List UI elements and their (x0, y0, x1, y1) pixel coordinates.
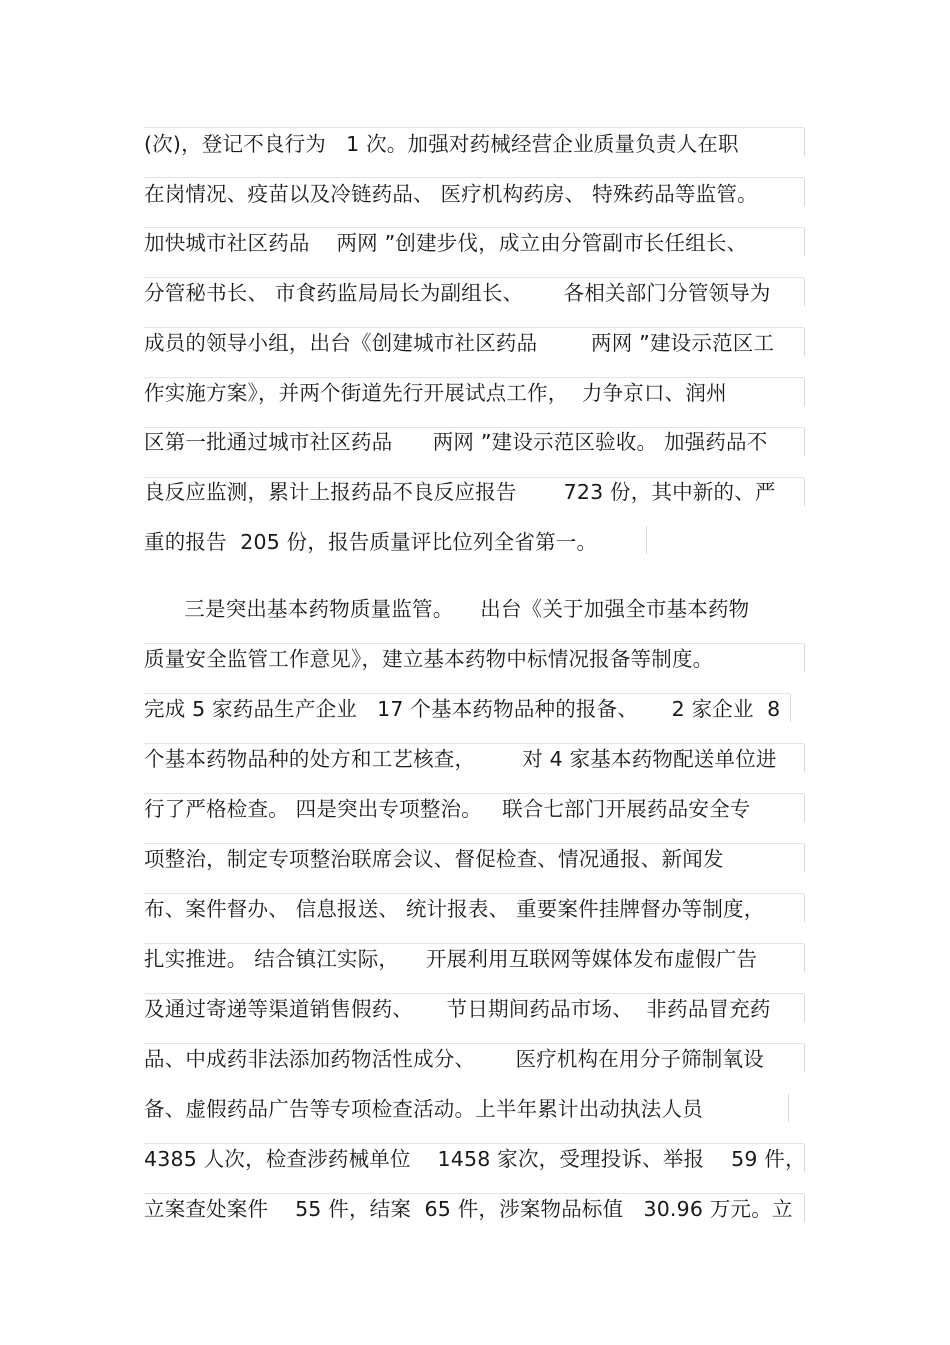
text-line: 成员的领导小组，出台《创建城市社区药品 两网 ”建设示范区工 (144, 331, 775, 355)
text-line: 在岗情况、疫苗以及冷链药品、 医疗机构药房、 特殊药品等监管。 (144, 182, 758, 206)
text-line: 备、虚假药品广告等专项检查活动。上半年累计出动执法人员 (144, 1097, 703, 1121)
text-line: 重的报告 205 份，报告质量评比位列全省第一。 (144, 530, 598, 554)
text-line: 完成 5 家药品生产企业 17 个基本药物品种的报备、 2 家企业 8 (144, 697, 781, 721)
rule-line (804, 844, 805, 872)
text-line: 品、中成药非法添加药物活性成分、 医疗机构在用分子筛制氧设 (144, 1047, 764, 1071)
text-line: 区第一批通过城市社区药品 两网 ”建设示范区验收。 加强药品不 (144, 430, 768, 454)
rule-line (804, 328, 805, 356)
rule-line (646, 526, 647, 554)
text-line: (次)，登记不良行为 1 次。加强对药械经营企业质量负责人在职 (144, 132, 739, 156)
text-line: 加快城市社区药品 两网 ”创建步伐，成立由分管副市长任组长、 (144, 231, 748, 255)
text-line: 行了严格检查。 四是突出专项整治。 联合七部门开展药品安全专 (144, 797, 751, 821)
text-line: 三是突出基本药物质量监管。 出台《关于加强全市基本药物 (144, 597, 750, 621)
rule-line (804, 794, 805, 822)
rule-line (804, 1044, 805, 1072)
rule-line (804, 178, 805, 206)
rule-line (804, 894, 805, 922)
text-line: 作实施方案》，并两个街道先行开展试点工作， 力争京口、润州 (144, 381, 727, 405)
rule-line (804, 378, 805, 406)
rule-line (804, 428, 805, 456)
text-line: 质量安全监管工作意见》，建立基本药物中标情况报备等制度。 (144, 647, 714, 671)
text-line: 项整治，制定专项整治联席会议、督促检查、情况通报、新闻发 (144, 847, 724, 871)
text-line: 分管秘书长、 市食药监局局长为副组长、 各相关部门分管领导为 (144, 281, 771, 305)
text-line: 布、案件督办、 信息报送、 统计报表、 重要案件挂牌督办等制度， (144, 897, 765, 921)
rule-line (804, 994, 805, 1022)
rule-line (804, 1194, 805, 1222)
rule-line (804, 128, 805, 156)
rule-line (804, 744, 805, 772)
rule-line (804, 478, 805, 506)
text-line: 4385 人次，检查涉药械单位 1458 家次，受理投诉、举报 59 件， (144, 1147, 806, 1171)
rule-line (804, 278, 805, 306)
rule-line (804, 944, 805, 972)
rule-line (788, 1094, 789, 1122)
text-line: 良反应监测，累计上报药品不良反应报告 723 份，其中新的、严 (144, 480, 776, 504)
rule-line (804, 228, 805, 256)
text-line: 个基本药物品种的处方和工艺核查， 对 4 家基本药物配送单位进 (144, 747, 777, 771)
text-line: 及通过寄递等渠道销售假药、 节日期间药品市场、 非药品冒充药 (144, 997, 771, 1021)
rule-line (804, 644, 805, 672)
text-line: 立案查处案件 55 件，结案 65 件，涉案物品标值 30.96 万元。立 (144, 1197, 793, 1221)
rule-line (790, 694, 791, 722)
text-line: 扎实推进。 结合镇江实际， 开展利用互联网等媒体发布虚假广告 (144, 947, 758, 971)
